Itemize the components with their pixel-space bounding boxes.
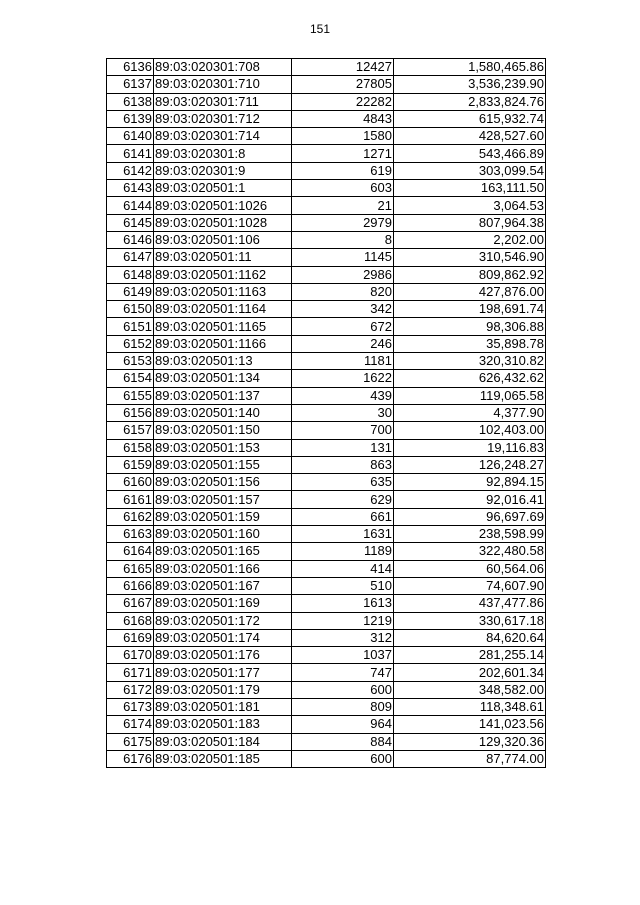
row-number-cell: 6161: [107, 491, 154, 508]
row-number-cell: 6142: [107, 162, 154, 179]
value-cell: 126,248.27: [394, 456, 546, 473]
row-number-cell: 6159: [107, 456, 154, 473]
area-cell: 863: [292, 456, 394, 473]
row-number-cell: 6152: [107, 335, 154, 352]
area-cell: 809: [292, 698, 394, 715]
value-cell: 87,774.00: [394, 750, 546, 767]
value-cell: 19,116.83: [394, 439, 546, 456]
value-cell: 4,377.90: [394, 404, 546, 421]
row-number-cell: 6162: [107, 508, 154, 525]
area-cell: 603: [292, 180, 394, 197]
value-cell: 303,099.54: [394, 162, 546, 179]
cadastral-id-cell: 89:03:020501:167: [154, 577, 292, 594]
table-row: [107, 422, 546, 439]
value-cell: 2,833,824.76: [394, 93, 546, 110]
area-cell: 629: [292, 491, 394, 508]
cadastral-id-cell: 89:03:020301:9: [154, 162, 292, 179]
area-cell: 21: [292, 197, 394, 214]
row-number-cell: 6149: [107, 283, 154, 300]
area-cell: 1271: [292, 145, 394, 162]
row-number-cell: 6148: [107, 266, 154, 283]
cadastral-id-cell: 89:03:020501:106: [154, 231, 292, 248]
area-cell: 1622: [292, 370, 394, 387]
table-row: [107, 353, 546, 370]
value-cell: 809,862.92: [394, 266, 546, 283]
area-cell: 2986: [292, 266, 394, 283]
area-cell: 1037: [292, 647, 394, 664]
value-cell: 238,598.99: [394, 526, 546, 543]
cadastral-id-cell: 89:03:020301:712: [154, 110, 292, 127]
table-row: [107, 629, 546, 646]
area-cell: 747: [292, 664, 394, 681]
area-cell: 510: [292, 577, 394, 594]
cadastral-id-cell: 89:03:020501:155: [154, 456, 292, 473]
row-number-cell: 6160: [107, 474, 154, 491]
area-cell: 414: [292, 560, 394, 577]
row-number-cell: 6140: [107, 128, 154, 145]
cadastral-id-cell: 89:03:020301:710: [154, 76, 292, 93]
table-row: [107, 716, 546, 733]
value-cell: 96,697.69: [394, 508, 546, 525]
value-cell: 2,202.00: [394, 231, 546, 248]
cadastral-id-cell: 89:03:020501:166: [154, 560, 292, 577]
row-number-cell: 6165: [107, 560, 154, 577]
table-row: [107, 59, 546, 76]
area-cell: 700: [292, 422, 394, 439]
cadastral-id-cell: 89:03:020501:140: [154, 404, 292, 421]
cadastral-id-cell: 89:03:020501:172: [154, 612, 292, 629]
table-row: [107, 474, 546, 491]
table-row: [107, 577, 546, 594]
table-row: [107, 750, 546, 767]
area-cell: 12427: [292, 59, 394, 76]
cadastral-id-cell: 89:03:020501:13: [154, 353, 292, 370]
table-row: [107, 439, 546, 456]
value-cell: 330,617.18: [394, 612, 546, 629]
row-number-cell: 6176: [107, 750, 154, 767]
value-cell: 102,403.00: [394, 422, 546, 439]
area-cell: 820: [292, 283, 394, 300]
table-row: [107, 404, 546, 421]
row-number-cell: 6139: [107, 110, 154, 127]
value-cell: 428,527.60: [394, 128, 546, 145]
row-number-cell: 6153: [107, 353, 154, 370]
cadastral-id-cell: 89:03:020501:153: [154, 439, 292, 456]
area-cell: 635: [292, 474, 394, 491]
value-cell: 543,466.89: [394, 145, 546, 162]
row-number-cell: 6156: [107, 404, 154, 421]
value-cell: 119,065.58: [394, 387, 546, 404]
table-row: [107, 560, 546, 577]
row-number-cell: 6164: [107, 543, 154, 560]
table-row: [107, 335, 546, 352]
area-cell: 672: [292, 318, 394, 335]
area-cell: 27805: [292, 76, 394, 93]
value-cell: 118,348.61: [394, 698, 546, 715]
area-cell: 246: [292, 335, 394, 352]
value-cell: 3,064.53: [394, 197, 546, 214]
area-cell: 8: [292, 231, 394, 248]
area-cell: 131: [292, 439, 394, 456]
cadastral-id-cell: 89:03:020501:156: [154, 474, 292, 491]
cadastral-id-cell: 89:03:020501:185: [154, 750, 292, 767]
cadastral-id-cell: 89:03:020501:184: [154, 733, 292, 750]
area-cell: 600: [292, 750, 394, 767]
row-number-cell: 6147: [107, 249, 154, 266]
table-row: [107, 698, 546, 715]
data-table: [106, 58, 546, 768]
area-cell: 1219: [292, 612, 394, 629]
table-row: [107, 266, 546, 283]
area-cell: 619: [292, 162, 394, 179]
table-row: [107, 231, 546, 248]
cadastral-id-cell: 89:03:020501:1163: [154, 283, 292, 300]
area-cell: 22282: [292, 93, 394, 110]
area-cell: 1145: [292, 249, 394, 266]
value-cell: 348,582.00: [394, 681, 546, 698]
cadastral-id-cell: 89:03:020301:708: [154, 59, 292, 76]
area-cell: 1189: [292, 543, 394, 560]
table-row: [107, 543, 546, 560]
value-cell: 615,932.74: [394, 110, 546, 127]
table-row: [107, 180, 546, 197]
row-number-cell: 6155: [107, 387, 154, 404]
value-cell: 202,601.34: [394, 664, 546, 681]
row-number-cell: 6167: [107, 595, 154, 612]
value-cell: 1,580,465.86: [394, 59, 546, 76]
cadastral-id-cell: 89:03:020501:137: [154, 387, 292, 404]
cadastral-id-cell: 89:03:020501:177: [154, 664, 292, 681]
page-number: 151: [309, 22, 331, 36]
cadastral-id-cell: 89:03:020501:1028: [154, 214, 292, 231]
area-cell: 600: [292, 681, 394, 698]
value-cell: 129,320.36: [394, 733, 546, 750]
row-number-cell: 6136: [107, 59, 154, 76]
table-row: [107, 664, 546, 681]
value-cell: 626,432.62: [394, 370, 546, 387]
table-row: [107, 681, 546, 698]
table-row: [107, 249, 546, 266]
value-cell: 437,477.86: [394, 595, 546, 612]
row-number-cell: 6173: [107, 698, 154, 715]
table-row: [107, 456, 546, 473]
cadastral-id-cell: 89:03:020501:169: [154, 595, 292, 612]
table-row: [107, 491, 546, 508]
value-cell: 310,546.90: [394, 249, 546, 266]
row-number-cell: 6141: [107, 145, 154, 162]
value-cell: 198,691.74: [394, 301, 546, 318]
table-row: [107, 647, 546, 664]
cadastral-id-cell: 89:03:020501:11: [154, 249, 292, 266]
cadastral-id-cell: 89:03:020501:1165: [154, 318, 292, 335]
table-row: [107, 197, 546, 214]
row-number-cell: 6163: [107, 526, 154, 543]
table-row: [107, 162, 546, 179]
area-cell: 661: [292, 508, 394, 525]
row-number-cell: 6150: [107, 301, 154, 318]
cadastral-id-cell: 89:03:020501:176: [154, 647, 292, 664]
table-row: [107, 387, 546, 404]
table-row: [107, 612, 546, 629]
table-row: [107, 301, 546, 318]
row-number-cell: 6143: [107, 180, 154, 197]
area-cell: 312: [292, 629, 394, 646]
cadastral-id-cell: 89:03:020501:183: [154, 716, 292, 733]
table-row: [107, 128, 546, 145]
row-number-cell: 6170: [107, 647, 154, 664]
cadastral-id-cell: 89:03:020501:1162: [154, 266, 292, 283]
area-cell: 4843: [292, 110, 394, 127]
cadastral-id-cell: 89:03:020501:1164: [154, 301, 292, 318]
area-cell: 1181: [292, 353, 394, 370]
table-row: [107, 76, 546, 93]
row-number-cell: 6169: [107, 629, 154, 646]
value-cell: 35,898.78: [394, 335, 546, 352]
value-cell: 3,536,239.90: [394, 76, 546, 93]
area-cell: 884: [292, 733, 394, 750]
table-row: [107, 283, 546, 300]
row-number-cell: 6175: [107, 733, 154, 750]
table-row: [107, 145, 546, 162]
value-cell: 281,255.14: [394, 647, 546, 664]
value-cell: 92,016.41: [394, 491, 546, 508]
table-row: [107, 595, 546, 612]
value-cell: 807,964.38: [394, 214, 546, 231]
cadastral-id-cell: 89:03:020501:1: [154, 180, 292, 197]
area-cell: 439: [292, 387, 394, 404]
value-cell: 320,310.82: [394, 353, 546, 370]
table-row: [107, 214, 546, 231]
value-cell: 84,620.64: [394, 629, 546, 646]
area-cell: 1613: [292, 595, 394, 612]
row-number-cell: 6144: [107, 197, 154, 214]
cadastral-id-cell: 89:03:020501:179: [154, 681, 292, 698]
row-number-cell: 6157: [107, 422, 154, 439]
row-number-cell: 6138: [107, 93, 154, 110]
cadastral-id-cell: 89:03:020501:160: [154, 526, 292, 543]
row-number-cell: 6137: [107, 76, 154, 93]
table-row: [107, 110, 546, 127]
row-number-cell: 6151: [107, 318, 154, 335]
value-cell: 141,023.56: [394, 716, 546, 733]
cadastral-id-cell: 89:03:020501:181: [154, 698, 292, 715]
row-number-cell: 6145: [107, 214, 154, 231]
cadastral-id-cell: 89:03:020301:714: [154, 128, 292, 145]
area-cell: 30: [292, 404, 394, 421]
value-cell: 74,607.90: [394, 577, 546, 594]
area-cell: 1580: [292, 128, 394, 145]
cadastral-id-cell: 89:03:020501:165: [154, 543, 292, 560]
cadastral-id-cell: 89:03:020501:159: [154, 508, 292, 525]
table-row: [107, 733, 546, 750]
cadastral-id-cell: 89:03:020301:8: [154, 145, 292, 162]
value-cell: 98,306.88: [394, 318, 546, 335]
area-cell: 342: [292, 301, 394, 318]
value-cell: 92,894.15: [394, 474, 546, 491]
value-cell: 163,111.50: [394, 180, 546, 197]
cadastral-id-cell: 89:03:020501:174: [154, 629, 292, 646]
row-number-cell: 6174: [107, 716, 154, 733]
value-cell: 427,876.00: [394, 283, 546, 300]
table-row: [107, 370, 546, 387]
cadastral-id-cell: 89:03:020501:134: [154, 370, 292, 387]
table-row: [107, 93, 546, 110]
area-cell: 2979: [292, 214, 394, 231]
cadastral-id-cell: 89:03:020501:1026: [154, 197, 292, 214]
value-cell: 60,564.06: [394, 560, 546, 577]
cadastral-id-cell: 89:03:020301:711: [154, 93, 292, 110]
row-number-cell: 6154: [107, 370, 154, 387]
cadastral-id-cell: 89:03:020501:1166: [154, 335, 292, 352]
table-body: [107, 59, 546, 768]
area-cell: 964: [292, 716, 394, 733]
value-cell: 322,480.58: [394, 543, 546, 560]
cadastral-id-cell: 89:03:020501:157: [154, 491, 292, 508]
row-number-cell: 6146: [107, 231, 154, 248]
row-number-cell: 6171: [107, 664, 154, 681]
row-number-cell: 6172: [107, 681, 154, 698]
row-number-cell: 6166: [107, 577, 154, 594]
table-row: [107, 508, 546, 525]
cadastral-id-cell: 89:03:020501:150: [154, 422, 292, 439]
table-row: [107, 318, 546, 335]
row-number-cell: 6168: [107, 612, 154, 629]
table-row: [107, 526, 546, 543]
area-cell: 1631: [292, 526, 394, 543]
row-number-cell: 6158: [107, 439, 154, 456]
